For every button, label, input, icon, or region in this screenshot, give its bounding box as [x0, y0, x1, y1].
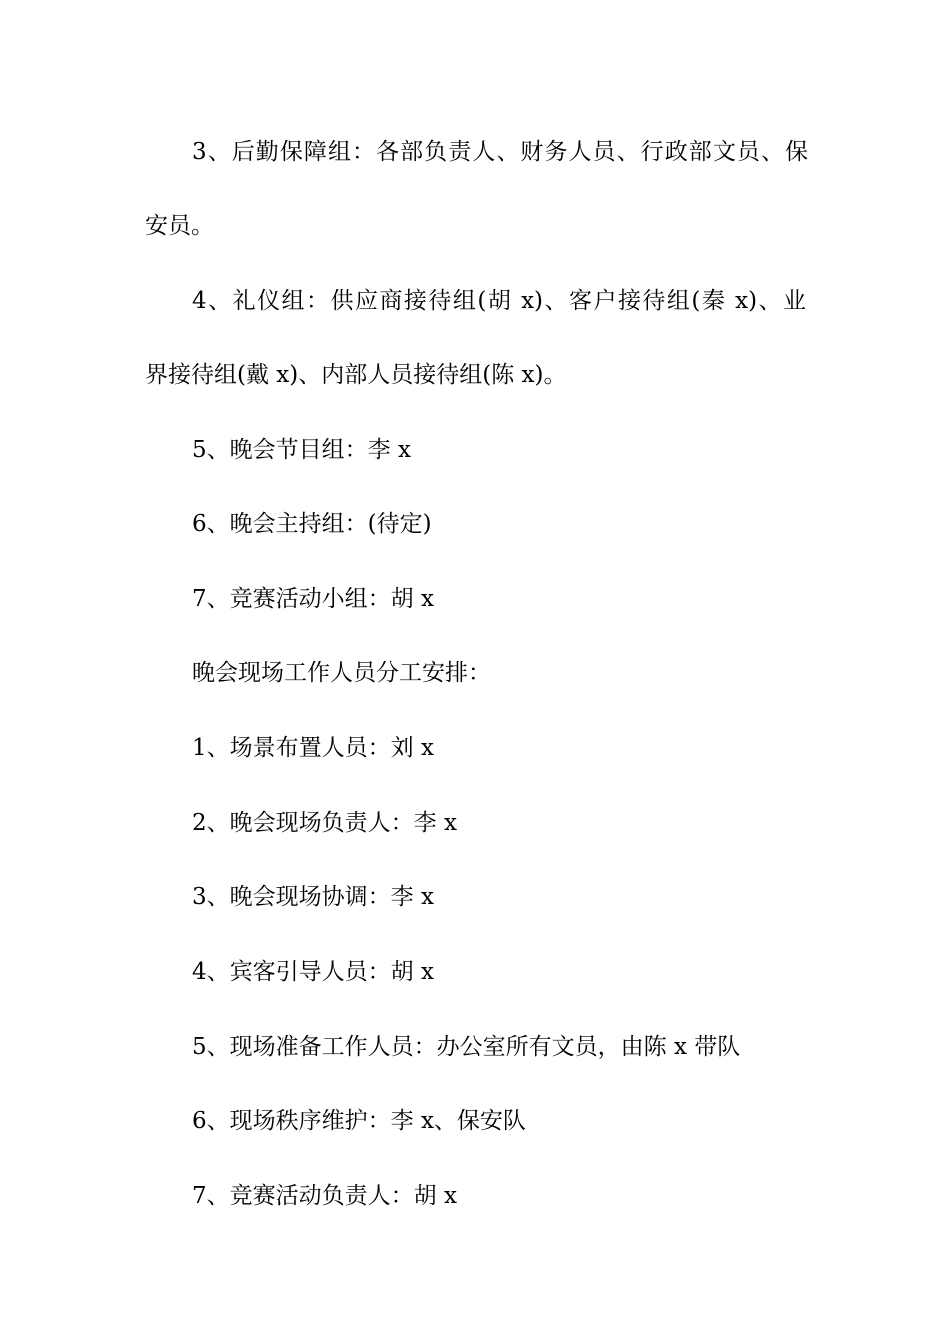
paragraph-line: 6、现场秩序维护：李 x、保安队: [192, 1108, 526, 1134]
paragraph-line: 2、晚会现场负责人：李 x: [192, 810, 457, 836]
paragraph-line: 界接待组(戴 x)、内部人员接待组(陈 x)。: [145, 362, 567, 388]
paragraph-line: 7、竞赛活动小组：胡 x: [192, 586, 434, 612]
paragraph-line: 6、晚会主持组：(待定): [192, 511, 432, 537]
paragraph-line: 4、宾客引导人员：胡 x: [192, 959, 434, 985]
paragraph-line: 5、晚会节目组：李 x: [192, 437, 411, 463]
paragraph-line: 1、场景布置人员：刘 x: [192, 735, 434, 761]
paragraph-line: 3、后勤保障组：各部负责人、财务人员、行政部文员、保: [192, 139, 808, 165]
paragraph-line: 5、现场准备工作人员：办公室所有文员，由陈 x 带队: [192, 1034, 741, 1060]
section-heading: 晚会现场工作人员分工安排：: [192, 660, 491, 686]
paragraph-line: 4、礼仪组：供应商接待组(胡 x)、客户接待组(秦 x)、业: [192, 288, 806, 314]
paragraph-line: 7、竞赛活动负责人：胡 x: [192, 1183, 457, 1209]
paragraph-line: 3、晚会现场协调：李 x: [192, 884, 434, 910]
paragraph-line: 安员。: [145, 213, 214, 239]
